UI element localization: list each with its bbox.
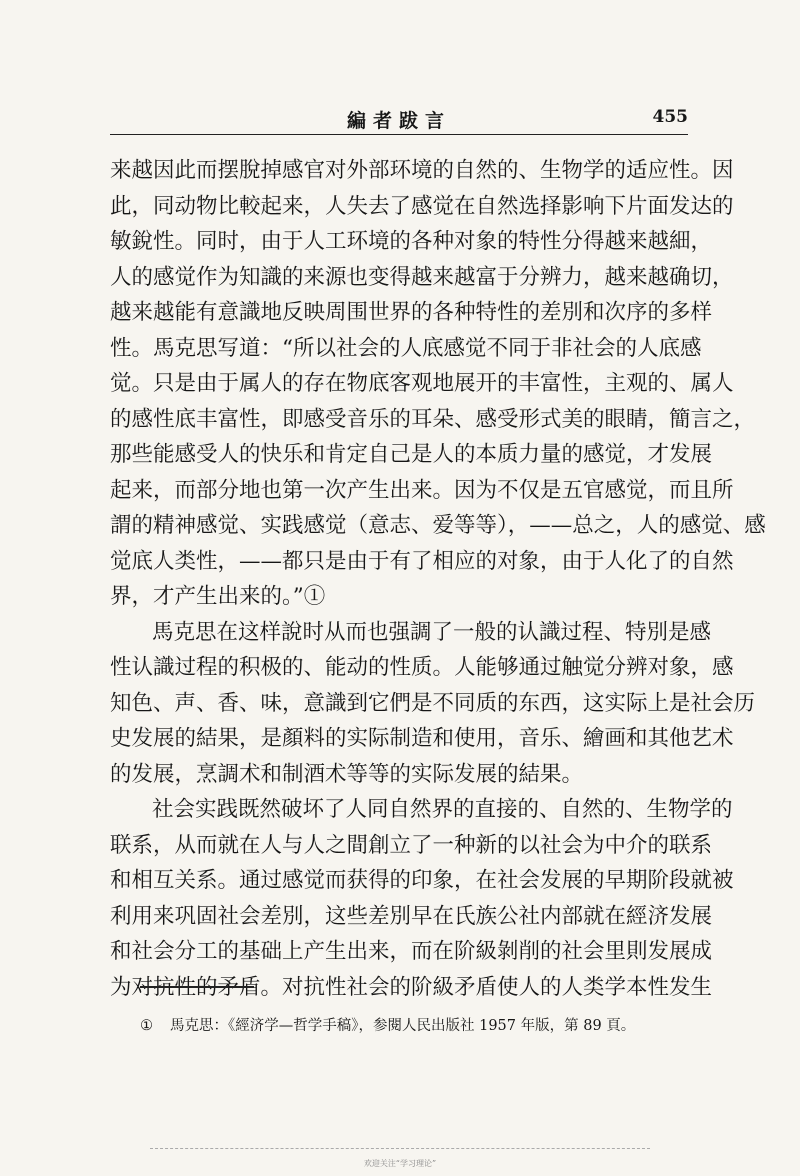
- text-line: 那些能感受人的快乐和肯定自己是人的本质力量的感觉，才发展: [110, 442, 713, 467]
- text-line: 社会实践既然破坏了人同自然界的直接的、自然的、生物学的: [152, 797, 733, 822]
- text-line: 利用来巩固社会差別，这些差別早在氏族公社内部就在經济发展: [110, 903, 713, 929]
- text-line: 觉。只是由于属人的存在物底客观地展开的丰富性，主观的、属人: [110, 371, 734, 396]
- footnote-text: 馬克思：《經济学—哲学手稿》，参閱人民出版社 1957 年版，第 89 頁。: [170, 1018, 636, 1034]
- text-line: 来越因此而摆脫掉感官对外部环境的自然的、生物学的适应性。因: [110, 158, 734, 183]
- text-line: 的感性底丰富性，即感受音乐的耳朵、感受形式美的眼睛，簡言之，: [110, 406, 756, 432]
- footnote: [140, 1014, 700, 1035]
- text-line: 性认識过程的积极的、能动的性质。人能够通过触觉分辨对象，感: [110, 655, 734, 680]
- text-line: 性。馬克思写道：“所以社会的人底感觉不同于非社会的人底感: [110, 335, 702, 361]
- text-line: 为对抗性的矛盾。对抗性社会的阶級矛盾使人的人类学本性发生: [110, 974, 713, 1000]
- text-line: 和社会分工的基础上产生出来，而在阶級剝削的社会里則发展成: [110, 939, 713, 964]
- running-title: 編者跋言: [346, 110, 451, 132]
- text-line: 人的感觉作为知識的来源也变得越来越富于分辨力，越来越确切，: [110, 264, 734, 290]
- text-line: 馬克思在这样說时从而也强調了一般的认識过程、特別是感: [152, 619, 712, 645]
- page-number: 455: [652, 107, 688, 127]
- text-line: 和相互关系。通过感觉而获得的印象，在社会发展的早期阶段就被: [110, 868, 734, 893]
- footnote-marker: ①: [140, 1018, 153, 1034]
- text-line: 史发展的結果，是顏料的实际制造和使用，音乐、繪画和其他艺术: [110, 726, 734, 751]
- text-line: 知色、声、香、味，意識到它們是不同质的东西，这实际上是社会历: [110, 690, 756, 716]
- watermark-text: 欢迎关注“学习理论”: [363, 1159, 437, 1168]
- text-line: 联系，从而就在人与人之間創立了一种新的以社会为中介的联系: [110, 832, 713, 858]
- text-line: 敏銳性。同时，由于人工环境的各种对象的特性分得越来越細，: [110, 229, 713, 254]
- text-line: 界，才产生出来的。”①: [110, 584, 326, 609]
- text-line: 觉底人类性，——都只是由于有了相应的对象，由于人化了的自然: [110, 548, 734, 574]
- running-header: [110, 104, 688, 135]
- text-line: 謂的精神感觉、实践感觉（意志、爱等等），——总之，人的感觉、感: [110, 513, 766, 538]
- text-line: 起来，而部分地也第一次产生出来。因为不仅是五官感觉，而且所: [110, 477, 734, 503]
- footnote-divider: [140, 986, 254, 988]
- text-line: 的发展，烹調术和制酒术等等的实际发展的結果。: [110, 761, 584, 787]
- text-line: 此，同动物比較起来，人失去了感觉在自然选择影响下片面发达的: [110, 193, 734, 219]
- scan-edge-line: [150, 1148, 650, 1149]
- text-line: 越来越能有意識地反映周围世界的各种特性的差別和次序的多样: [110, 300, 713, 325]
- body-text: [110, 153, 766, 1005]
